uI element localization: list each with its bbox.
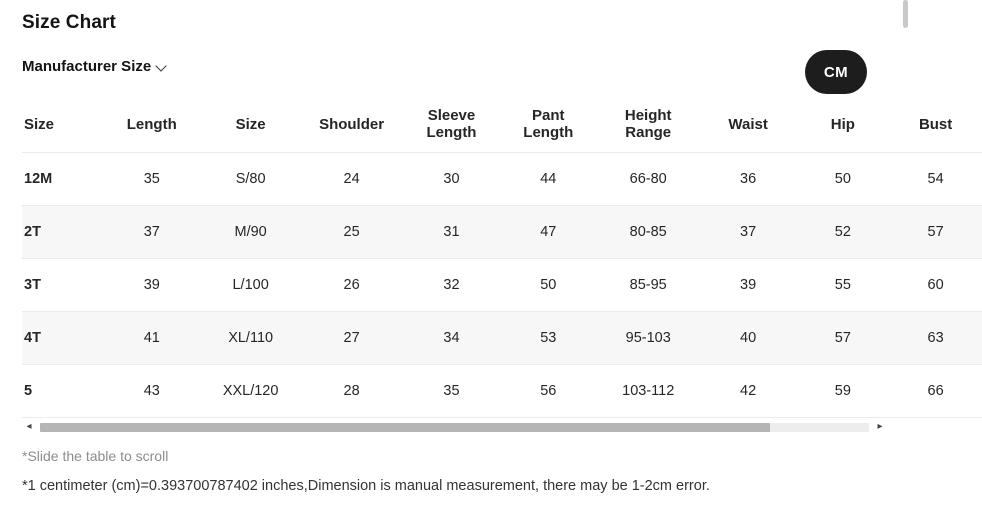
cell-bust: 66 bbox=[889, 365, 982, 418]
chevron-down-icon[interactable] bbox=[157, 61, 168, 72]
scroll-left-arrow-icon[interactable]: ◂ bbox=[26, 421, 32, 432]
cell-pant-length: 47 bbox=[500, 206, 597, 259]
cell-sleeve-length: 30 bbox=[403, 153, 500, 206]
column-header-text-line1: Height bbox=[624, 107, 672, 124]
size-table-scroll-container[interactable] bbox=[22, 96, 953, 418]
column-header-text: Hip bbox=[830, 115, 855, 133]
cell-sleeve-length: 32 bbox=[403, 259, 500, 312]
cell-size-2: S/80 bbox=[201, 153, 300, 206]
column-header-text-line1: Pant bbox=[532, 107, 565, 124]
cell-shoulder: 27 bbox=[300, 312, 403, 365]
cell-pant-length: 53 bbox=[500, 312, 597, 365]
table-row bbox=[22, 259, 982, 312]
column-header-hip bbox=[797, 96, 890, 153]
column-header-text: Length bbox=[126, 115, 177, 133]
page-scrollbar-thumb[interactable] bbox=[903, 0, 908, 28]
cell-bust: 63 bbox=[889, 312, 982, 365]
cell-hip: 55 bbox=[797, 259, 890, 312]
scroll-hint-note: *Slide the table to scroll bbox=[22, 448, 169, 464]
column-header-text: Size bbox=[24, 115, 55, 133]
cell-height-range: 66-80 bbox=[597, 153, 700, 206]
cell-length: 41 bbox=[102, 312, 201, 365]
unit-toggle-badge[interactable]: CM bbox=[805, 50, 867, 94]
column-header-pant-length bbox=[500, 96, 597, 153]
cell-bust: 60 bbox=[889, 259, 982, 312]
cell-length: 35 bbox=[102, 153, 201, 206]
cell-size-2: M/90 bbox=[201, 206, 300, 259]
table-row bbox=[22, 153, 982, 206]
cell-pant-length: 44 bbox=[500, 153, 597, 206]
column-header-text-line2: Range bbox=[625, 124, 672, 141]
cell-shoulder: 28 bbox=[300, 365, 403, 418]
scroll-right-arrow-icon[interactable]: ▸ bbox=[877, 421, 883, 432]
cell-size: 3T bbox=[22, 259, 102, 312]
cell-length: 39 bbox=[102, 259, 201, 312]
column-header-waist bbox=[700, 96, 797, 153]
scrollbar-thumb[interactable] bbox=[40, 423, 770, 432]
size-table bbox=[22, 96, 982, 418]
cell-size: 4T bbox=[22, 312, 102, 365]
cell-size: 12M bbox=[22, 153, 102, 206]
size-table-header bbox=[22, 96, 982, 153]
cell-sleeve-length: 31 bbox=[403, 206, 500, 259]
cell-length: 37 bbox=[102, 206, 201, 259]
table-row bbox=[22, 206, 982, 259]
column-header-text-line2: Length bbox=[426, 124, 477, 141]
cell-height-range: 95-103 bbox=[597, 312, 700, 365]
cell-hip: 52 bbox=[797, 206, 890, 259]
cell-sleeve-length: 35 bbox=[403, 365, 500, 418]
cell-size: 2T bbox=[22, 206, 102, 259]
page-vertical-scrollbar[interactable] bbox=[902, 0, 909, 517]
cell-length: 43 bbox=[102, 365, 201, 418]
cell-waist: 39 bbox=[700, 259, 797, 312]
cell-hip: 59 bbox=[797, 365, 890, 418]
cell-size-2: XL/110 bbox=[201, 312, 300, 365]
cell-bust: 57 bbox=[889, 206, 982, 259]
cell-shoulder: 26 bbox=[300, 259, 403, 312]
cell-shoulder: 24 bbox=[300, 153, 403, 206]
cell-hip: 57 bbox=[797, 312, 890, 365]
cell-sleeve-length: 34 bbox=[403, 312, 500, 365]
cell-pant-length: 50 bbox=[500, 259, 597, 312]
column-header-length bbox=[102, 96, 201, 153]
column-header-text: Shoulder bbox=[319, 115, 385, 133]
scrollbar-track[interactable] bbox=[40, 423, 869, 432]
cell-size-2: L/100 bbox=[201, 259, 300, 312]
cell-size: 5 bbox=[22, 365, 102, 418]
column-header-text: Waist bbox=[728, 115, 768, 133]
column-header-text-line1: Sleeve bbox=[427, 107, 476, 124]
cell-hip: 50 bbox=[797, 153, 890, 206]
cell-waist: 37 bbox=[700, 206, 797, 259]
column-header-size bbox=[22, 96, 102, 153]
column-header-shoulder bbox=[300, 96, 403, 153]
cell-height-range: 103-112 bbox=[597, 365, 700, 418]
manufacturer-size-selector[interactable] bbox=[22, 54, 887, 78]
manufacturer-size-label: Manufacturer Size bbox=[22, 57, 152, 75]
cell-height-range: 85-95 bbox=[597, 259, 700, 312]
column-header-text-line2: Length bbox=[523, 124, 574, 141]
conversion-note: *1 centimeter (cm)=0.393700787402 inches,Dimension is manual measurement, there may be 1-2cm error. bbox=[22, 478, 710, 494]
page-title: Size Chart bbox=[22, 12, 116, 33]
horizontal-scrollbar[interactable] bbox=[22, 420, 887, 434]
table-row bbox=[22, 312, 982, 365]
cell-height-range: 80-85 bbox=[597, 206, 700, 259]
cell-size-2: XXL/120 bbox=[201, 365, 300, 418]
column-header-sleeve-length bbox=[403, 96, 500, 153]
column-header-text: Bust bbox=[918, 115, 953, 133]
table-row bbox=[22, 365, 982, 418]
cell-bust: 54 bbox=[889, 153, 982, 206]
cell-waist: 40 bbox=[700, 312, 797, 365]
cell-pant-length: 56 bbox=[500, 365, 597, 418]
cell-waist: 42 bbox=[700, 365, 797, 418]
column-header-text: Size bbox=[235, 115, 266, 133]
column-header-height-range bbox=[597, 96, 700, 153]
size-table-body bbox=[22, 153, 982, 418]
column-header-size-2 bbox=[201, 96, 300, 153]
cell-shoulder: 25 bbox=[300, 206, 403, 259]
cell-waist: 36 bbox=[700, 153, 797, 206]
table-header-row bbox=[22, 96, 982, 153]
